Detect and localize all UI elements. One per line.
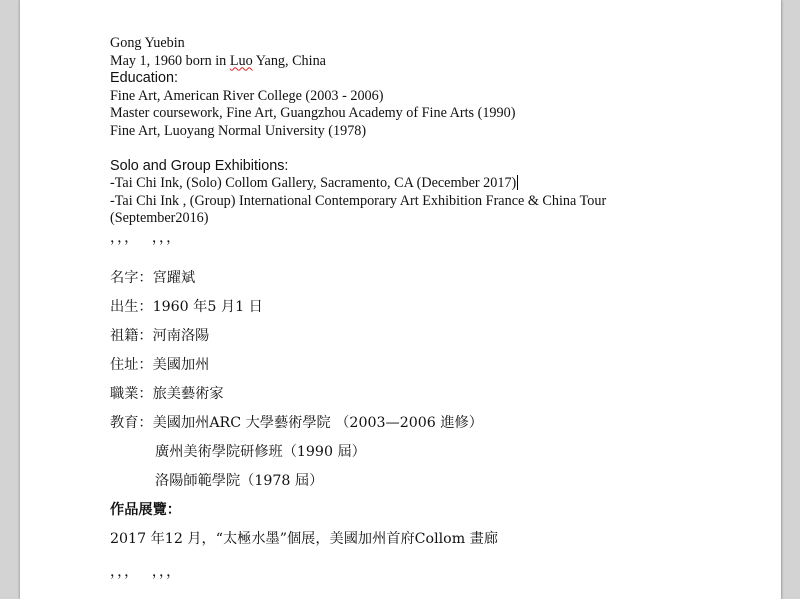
birth-suffix: Yang, China bbox=[252, 52, 326, 69]
chinese-education-item: 洛陽師範學院（1978 屆） bbox=[155, 472, 324, 489]
chinese-name-line: 名字：宮躍斌 bbox=[110, 269, 196, 286]
exhibition-item: -Tai Chi Ink , (Group) International Contemporary Art Exhibition France & China Tour bbox=[110, 192, 607, 209]
exhibition-item: (September2016) bbox=[110, 210, 209, 226]
chinese-origin-line: 祖籍：河南洛陽 bbox=[110, 327, 210, 344]
education-item: Master coursework, Fine Art, Guangzhou Academy of Fine Arts (1990) bbox=[110, 105, 516, 121]
education-heading: Education: bbox=[110, 70, 179, 86]
chinese-education-item: 廣州美術學院研修班（1990 屆） bbox=[155, 443, 366, 460]
punctuation-marks: ，，， ，，， bbox=[110, 229, 181, 246]
chinese-works-heading: 作品展覽： bbox=[110, 501, 181, 518]
chinese-address-line: 住址：美國加州 bbox=[110, 356, 210, 373]
document-body[interactable] bbox=[110, 35, 670, 582]
education-item: Fine Art, American River College (2003 - 2006) bbox=[110, 87, 384, 104]
chinese-profession-line: 職業：旅美藝術家 bbox=[110, 385, 224, 402]
exhibitions-heading: Solo and Group Exhibitions: bbox=[110, 157, 289, 174]
exhibition-text: -Tai Chi Ink, (Solo) Collom Gallery, Sacramento, CA (December 2017) bbox=[110, 175, 517, 191]
chinese-works-line: 2017 年12 月，“太極水墨”個展，美國加州首府Collom 畫廊 bbox=[110, 530, 499, 547]
text-cursor bbox=[517, 175, 518, 190]
education-item: Fine Art, Luoyang Normal University (1978) bbox=[110, 122, 367, 139]
misspelled-word[interactable]: Luo bbox=[229, 52, 253, 69]
window-background-left bbox=[0, 0, 20, 599]
punctuation-marks: ，，， ，，， bbox=[110, 563, 181, 580]
chinese-birth-line: 出生：1960 年5 月1 日 bbox=[110, 298, 263, 315]
birth-line bbox=[110, 53, 670, 71]
blank-line bbox=[110, 140, 670, 158]
exhibition-item bbox=[110, 175, 670, 193]
window-background-right bbox=[781, 0, 800, 599]
artist-name: Gong Yuebin bbox=[110, 35, 185, 51]
birth-prefix: May 1, 1960 born in bbox=[110, 52, 230, 69]
chinese-education-line: 教育：美國加州ARC 大學藝術學院 （2003—2006 進修） bbox=[110, 414, 483, 431]
document-page[interactable] bbox=[20, 0, 781, 599]
chinese-section bbox=[110, 264, 670, 582]
